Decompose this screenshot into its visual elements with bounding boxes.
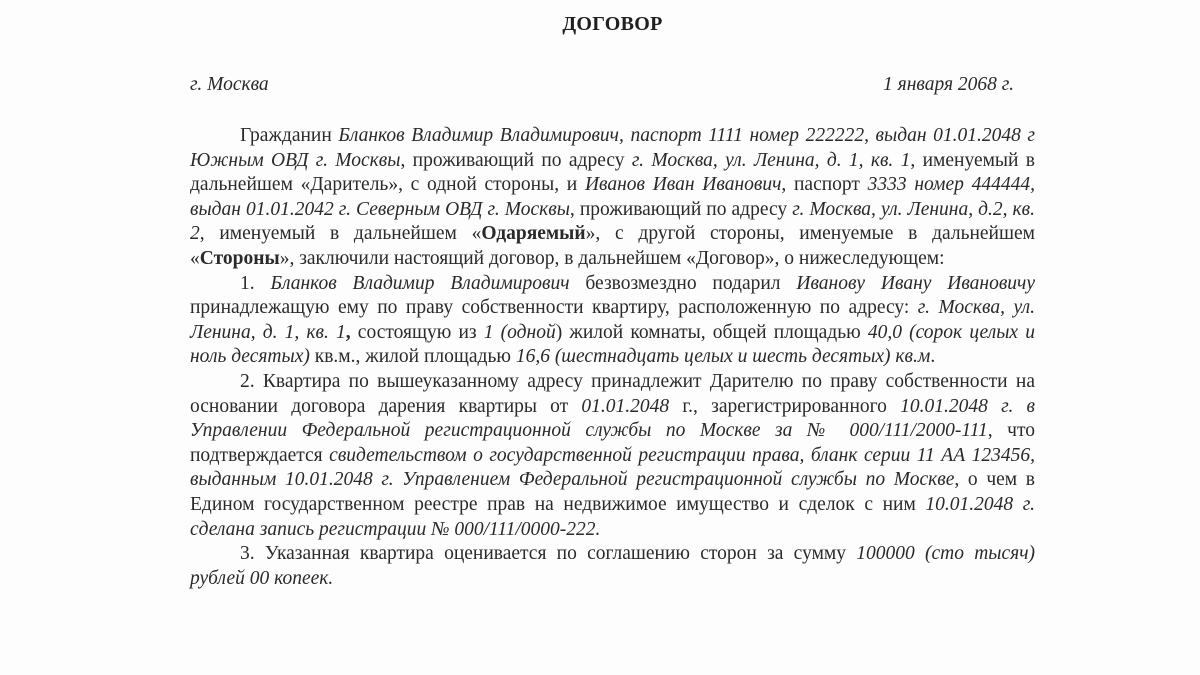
text-fragment: , именуемый в дальнейшем «Даритель», с одной стороны, и <box>190 149 1035 196</box>
clause-1 <box>190 272 1035 370</box>
text-fragment: Гражданин <box>240 125 339 146</box>
document-city: г. Москва <box>190 74 269 95</box>
text-fragment: безвозмездно подарил <box>569 272 797 294</box>
text-fragment: принадлежащую ему по праву собственности квартиру, расположенную по адресу: <box>190 297 918 319</box>
text-fragment: , о чем в Едином государственном реестре прав на недвижимое имущество и сделок с ним <box>190 469 1035 515</box>
clause-number: 2. <box>240 370 263 392</box>
text-fragment: », заключили настоящий договор, в дальнейшем «Договор», о нижеследующем: <box>279 247 945 269</box>
text-fragment: Указанная квартира оценивается по соглашению сторон за сумму <box>264 543 857 565</box>
registration-details: 10.01.2048 г. в Управлении Федеральной регистрационной службы по Москве за № 000/111/2000-111 <box>190 395 1035 442</box>
apartment-price: 100000 (сто тысяч) рублей 00 копеек. <box>190 543 1035 589</box>
text-fragment: , проживающий по адресу <box>400 149 632 171</box>
certificate-details: свидетельством о государственной регистрации права, бланк серии 11 АА 123456, выданным 10.01.2048 г. Управлением Федеральной регистрационной службы по Москве <box>190 444 1036 491</box>
donee-name: Иванов Иван Иванович <box>584 174 782 196</box>
text-fragment: , <box>345 321 351 343</box>
clause-3 <box>190 542 1035 591</box>
text-fragment: », с другой стороны, именуемые в дальнейшем « <box>190 223 1036 269</box>
text-fragment: , проживающий по адресу <box>569 198 793 220</box>
text-fragment: г., зарегистрированного <box>669 395 901 417</box>
clause-2 <box>190 370 1035 542</box>
donor-address: г. Москва, ул. Ленина, д. 1, кв. 1 <box>631 149 911 171</box>
text-fragment: состоящую из <box>350 321 484 343</box>
living-area: 16,6 (шестнадцать целых и шесть десятых) кв.м <box>515 346 931 368</box>
donor-name: Бланков Владимир Владимирович, паспорт 1111 номер 222222, выдан 01.01.2048 г Южным ОВД г. Москвы <box>190 125 1036 171</box>
total-area: 40,0 (сорок целых и ноль десятых) <box>190 321 1035 368</box>
donee-passport: 3333 номер 444444, выдан 01.01.2042 г. Северным ОВД г. Москвы <box>190 174 1035 220</box>
donee-address: г. Москва, ул. Ленина, д.2, кв. 2 <box>190 198 1035 245</box>
text-fragment: Квартира по вышеуказанному адресу принадлежит Дарителю по праву собственности на основании договора дарения квартиры от <box>190 370 1035 417</box>
donee-term: Одаряемый <box>481 223 586 245</box>
document-title: ДОГОВОР <box>562 13 663 35</box>
parties-term: Стороны <box>199 247 280 269</box>
text-fragment: , что подтверждается <box>190 420 1035 466</box>
text-fragment: , именуемый в дальнейшем « <box>199 223 482 245</box>
contract-date: 01.01.2048 <box>581 395 670 417</box>
document-body <box>190 124 1035 591</box>
text-fragment: , паспорт <box>781 174 868 196</box>
intro-paragraph <box>190 124 1035 272</box>
clause-donor: Бланков Владимир Владимирович <box>270 272 570 294</box>
clause-donee: Иванову Ивану Ивановичу <box>796 272 1035 294</box>
text-fragment: кв.м., жилой площадью <box>309 346 516 368</box>
clause-number: 1. <box>240 272 271 294</box>
document-date: 1 января 2068 г. <box>883 74 1014 95</box>
apartment-address: г. Москва, ул. Ленина, д. 1, кв. 1 <box>190 297 1035 343</box>
document-header-row <box>190 74 1014 96</box>
room-count: 1 (одной <box>483 321 556 343</box>
text-fragment: ) жилой комнаты, общей площадью <box>555 321 868 343</box>
text-fragment: . <box>930 346 936 368</box>
registry-record: 10.01.2048 г. сделана запись регистрации № 000/111/0000-222. <box>190 493 1035 540</box>
clause-number: 3. <box>240 543 265 565</box>
